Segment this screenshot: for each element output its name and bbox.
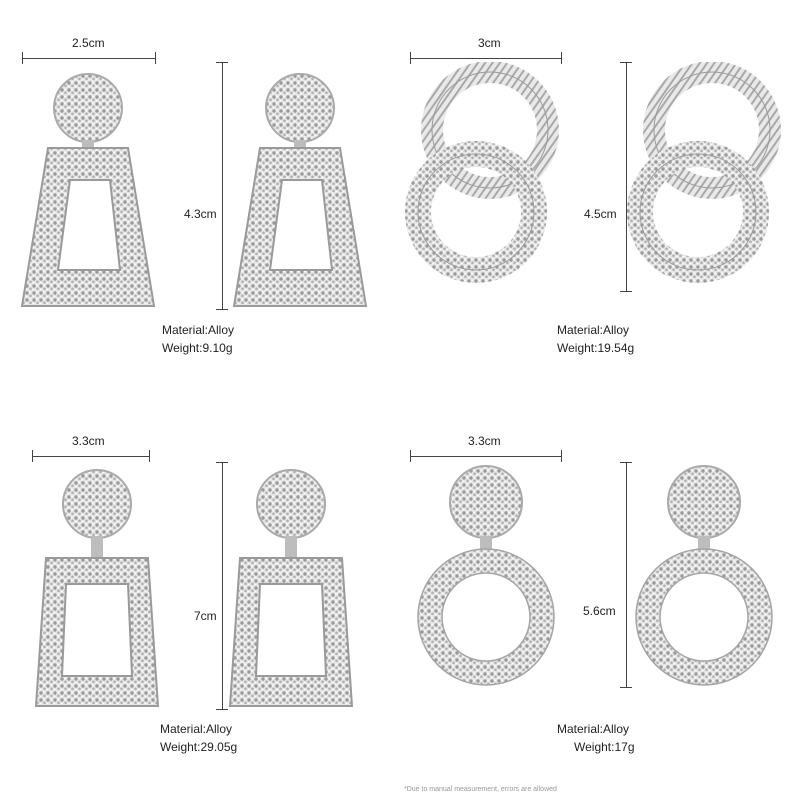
earring-right-round-hoop — [624, 462, 784, 688]
width-label: 3.3cm — [468, 434, 501, 448]
height-dimension-line — [216, 62, 228, 310]
earring-right-trapezoid — [230, 60, 370, 310]
material-text: Material:Alloy — [160, 722, 233, 736]
height-label: 4.5cm — [584, 207, 617, 221]
measurement-disclaimer: *Due to manual measurement, errors are allowed — [404, 786, 557, 793]
width-label: 3cm — [478, 36, 501, 50]
earring-left-trapezoid-large — [32, 460, 162, 710]
weight-text: Weight:19.54g — [557, 341, 635, 355]
width-dimension-line — [410, 450, 562, 462]
earring-right-double-ring — [626, 62, 796, 292]
material-text: Material:Alloy — [162, 323, 235, 337]
width-label: 3.3cm — [72, 434, 105, 448]
material-text: Material:Alloy — [557, 722, 630, 736]
spec-block — [557, 321, 634, 357]
earring-right-trapezoid-large — [226, 460, 356, 710]
spec-block — [557, 720, 635, 756]
earring-left-round-hoop — [406, 462, 566, 688]
weight-text: Weight:29.05g — [160, 740, 238, 754]
material-text: Material:Alloy — [557, 323, 630, 337]
height-label: 7cm — [194, 609, 217, 623]
earring-left-trapezoid — [18, 60, 158, 310]
height-label: 4.3cm — [184, 207, 217, 221]
weight-text: Weight:17g — [574, 740, 635, 754]
weight-text: Weight:9.10g — [162, 341, 233, 355]
width-label: 2.5cm — [72, 36, 105, 50]
spec-block — [162, 321, 234, 357]
earring-left-double-ring — [404, 62, 574, 292]
spec-block — [160, 720, 237, 756]
height-label: 5.6cm — [583, 604, 616, 618]
